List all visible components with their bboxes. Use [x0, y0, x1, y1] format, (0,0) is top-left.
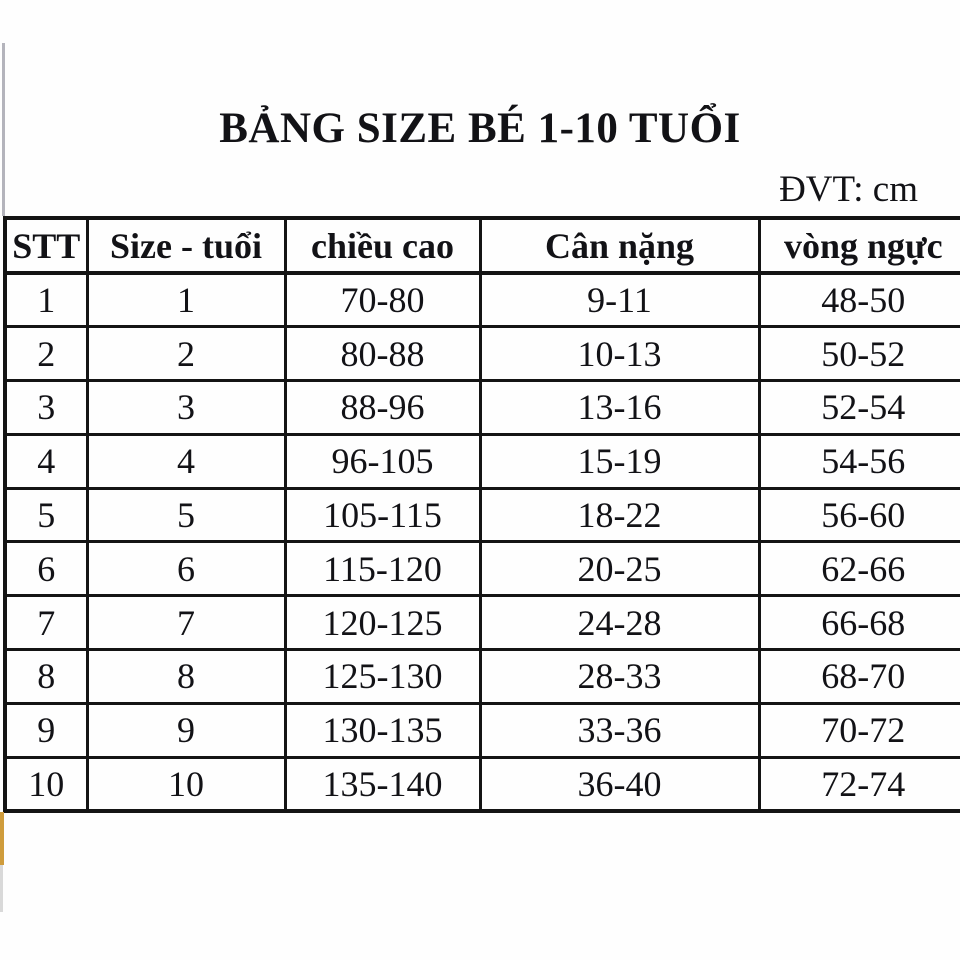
cell-size-tuoi: 3 [87, 381, 285, 435]
cell-vong-nguc: 54-56 [759, 434, 960, 488]
table-row [5, 434, 960, 488]
cell-stt: 2 [5, 327, 87, 381]
cell-size-tuoi: 4 [87, 434, 285, 488]
cell-vong-nguc: 48-50 [759, 273, 960, 327]
page-title: BẢNG SIZE BÉ 1-10 TUỔI [219, 105, 741, 152]
cell-stt: 7 [5, 596, 87, 650]
cell-chieu-cao: 130-135 [285, 703, 480, 757]
cell-size-tuoi: 8 [87, 650, 285, 704]
cell-stt: 1 [5, 273, 87, 327]
size-table [3, 216, 960, 813]
header-size-tuoi: Size - tuổi [87, 218, 285, 273]
cell-chieu-cao: 80-88 [285, 327, 480, 381]
cell-can-nang: 20-25 [480, 542, 759, 596]
table-row [5, 273, 960, 327]
cell-chieu-cao: 70-80 [285, 273, 480, 327]
bottom-left-accent-bar [0, 812, 4, 865]
cell-stt: 6 [5, 542, 87, 596]
cell-can-nang: 28-33 [480, 650, 759, 704]
cell-stt: 9 [5, 703, 87, 757]
table-row [5, 381, 960, 435]
cell-chieu-cao: 115-120 [285, 542, 480, 596]
unit-note: ĐVT: cm [779, 169, 918, 210]
header-can-nang: Cân nặng [480, 218, 759, 273]
cell-can-nang: 15-19 [480, 434, 759, 488]
cell-stt: 8 [5, 650, 87, 704]
table-row [5, 757, 960, 811]
cell-vong-nguc: 56-60 [759, 488, 960, 542]
cell-chieu-cao: 125-130 [285, 650, 480, 704]
cell-can-nang: 13-16 [480, 381, 759, 435]
cell-vong-nguc: 62-66 [759, 542, 960, 596]
cell-size-tuoi: 2 [87, 327, 285, 381]
table-row [5, 703, 960, 757]
cell-can-nang: 10-13 [480, 327, 759, 381]
cell-stt: 5 [5, 488, 87, 542]
cell-can-nang: 24-28 [480, 596, 759, 650]
cell-chieu-cao: 120-125 [285, 596, 480, 650]
cell-can-nang: 36-40 [480, 757, 759, 811]
cell-stt: 10 [5, 757, 87, 811]
table-row [5, 488, 960, 542]
cell-stt: 3 [5, 381, 87, 435]
cell-stt: 4 [5, 434, 87, 488]
cell-chieu-cao: 105-115 [285, 488, 480, 542]
table-row [5, 542, 960, 596]
table-row [5, 327, 960, 381]
cell-chieu-cao: 88-96 [285, 381, 480, 435]
cell-size-tuoi: 1 [87, 273, 285, 327]
cell-chieu-cao: 135-140 [285, 757, 480, 811]
cell-can-nang: 9-11 [480, 273, 759, 327]
cell-vong-nguc: 50-52 [759, 327, 960, 381]
cell-size-tuoi: 7 [87, 596, 285, 650]
header-vong-nguc: vòng ngực [759, 218, 960, 273]
table-row [5, 596, 960, 650]
cell-size-tuoi: 5 [87, 488, 285, 542]
size-table-header [5, 218, 960, 273]
cell-can-nang: 33-36 [480, 703, 759, 757]
size-table-body [5, 273, 960, 811]
cell-can-nang: 18-22 [480, 488, 759, 542]
cell-size-tuoi: 10 [87, 757, 285, 811]
cell-vong-nguc: 70-72 [759, 703, 960, 757]
header-chieu-cao: chiều cao [285, 218, 480, 273]
cell-vong-nguc: 68-70 [759, 650, 960, 704]
cell-chieu-cao: 96-105 [285, 434, 480, 488]
cell-vong-nguc: 52-54 [759, 381, 960, 435]
cell-vong-nguc: 66-68 [759, 596, 960, 650]
cell-vong-nguc: 72-74 [759, 757, 960, 811]
table-row [5, 650, 960, 704]
header-stt: STT [5, 218, 87, 273]
bottom-left-gray-bar [0, 865, 3, 912]
cell-size-tuoi: 6 [87, 542, 285, 596]
header-row [5, 218, 960, 273]
cell-size-tuoi: 9 [87, 703, 285, 757]
